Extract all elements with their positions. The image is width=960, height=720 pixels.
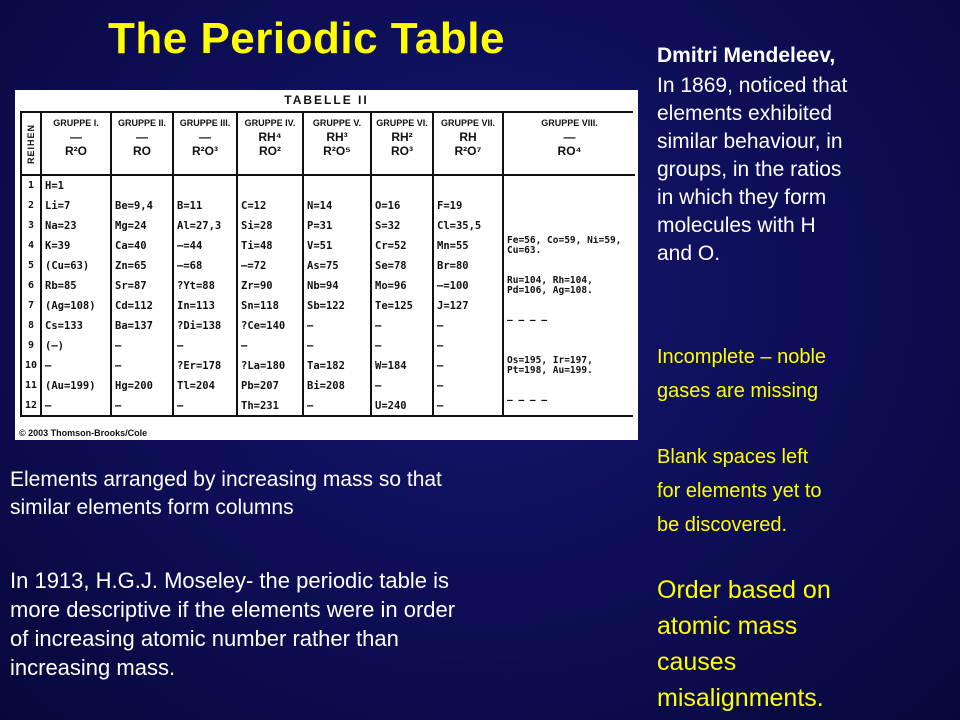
mendeleev-table-grid [20,111,633,417]
element-cell: (Ag=108) [40,296,110,316]
element-cell: O=16 [370,196,432,216]
blank-spaces-note: Blank spaces left for elements yet to be discovered. [657,446,822,536]
element-cell [502,196,635,216]
group-hydride: — [136,130,148,144]
group-hydride: RH⁴ [258,130,282,144]
element-cell: — [40,396,110,416]
element-cell: — — — — [502,396,635,416]
element-cell: Ru=104, Rh=104, Pd=106, Ag=108. [502,276,635,296]
element-cell: Li=7 [40,196,110,216]
reihen-header: REIHEN [22,113,40,176]
row-number: 2 [27,200,35,211]
element-cell: — [302,336,370,356]
element-cell [502,296,635,316]
element-cell: — [432,316,502,336]
group-header [110,113,172,176]
element-cell: Mn=55 [432,236,502,256]
element-cell: Sn=118 [236,296,302,316]
mendeleev-name: Dmitri Mendeleev, [657,44,836,67]
element-cell [502,256,635,276]
element-cell: Al=27,3 [172,216,236,236]
group-hydride: RH [459,130,477,144]
mendeleev-table-image [15,90,638,440]
element-cell: Be=9,4 [110,196,172,216]
element-cell: — [302,316,370,336]
element-cell: Cd=112 [110,296,172,316]
group-name: GRUPPE V. [312,118,362,128]
row-number: 3 [27,220,35,231]
element-cell [432,176,502,196]
element-cell: B=11 [172,196,236,216]
group-name: GRUPPE VIII. [541,118,598,128]
element-cell: Th=231 [236,396,302,416]
element-cell: — [236,336,302,356]
element-cell: Cr=52 [370,236,432,256]
element-cell: K=39 [40,236,110,256]
element-cell: — [432,336,502,356]
row-number: 7 [27,300,35,311]
element-cell: — [370,376,432,396]
group-oxide-formula: R²O⁷ [454,144,482,158]
group-header [370,113,432,176]
element-cell: As=75 [302,256,370,276]
group-oxide-formula: RO⁴ [557,144,582,158]
group-header [40,113,110,176]
element-cell: — [110,356,172,376]
arranged-by-mass-text: Elements arranged by increasing mass so that similar elements form columns [10,468,442,519]
group-header [502,113,635,176]
row-number: 10 [24,360,38,371]
group-oxide-formula: RO³ [391,144,413,158]
element-cell [502,176,635,196]
group-hydride: RH³ [326,130,348,144]
group-header [432,113,502,176]
group-name: GRUPPE IV. [244,118,296,128]
element-cell: Nb=94 [302,276,370,296]
group-hydride: — [563,130,576,144]
row-number: 12 [24,400,38,411]
misalignment-note: Order based on atomic mass causes misalignments. [657,576,831,712]
element-cell: — [432,376,502,396]
moseley-text: In 1913, H.G.J. Moseley- the periodic table is more descriptive if the elements were in order of increasing atomic number rather than increasing mass. [10,568,456,680]
element-cell: Ca=40 [110,236,172,256]
element-cell: W=184 [370,356,432,376]
group-header [172,113,236,176]
element-cell: ?Er=178 [172,356,236,376]
element-cell: —=44 [172,236,236,256]
element-cell: ?Yt=88 [172,276,236,296]
incomplete-note: Incomplete – noble gases are missing [657,346,827,402]
element-cell: N=14 [302,196,370,216]
element-cell: Pb=207 [236,376,302,396]
element-cell: Bi=208 [302,376,370,396]
row-number: 6 [27,280,35,291]
element-cell: Cl=35,5 [432,216,502,236]
element-cell: — [110,336,172,356]
element-cell: C=12 [236,196,302,216]
element-cell [110,176,172,196]
row-number: 5 [27,260,35,271]
element-cell: Cs=133 [40,316,110,336]
copyright-note: © 2003 Thomson-Brooks/Cole [19,428,148,438]
element-cell: P=31 [302,216,370,236]
element-cell: Se=78 [370,256,432,276]
element-cell: U=240 [370,396,432,416]
group-hydride: — [70,130,82,144]
element-cell: J=127 [432,296,502,316]
group-header [302,113,370,176]
row-number: 9 [27,340,35,351]
element-cell: ?Di=138 [172,316,236,336]
element-cell: —=100 [432,276,502,296]
element-cell: Mg=24 [110,216,172,236]
element-cell: Zr=90 [236,276,302,296]
element-cell: Hg=200 [110,376,172,396]
element-cell: —=72 [236,256,302,276]
element-cell: — [432,356,502,376]
element-cell: Sb=122 [302,296,370,316]
element-cell: Tl=204 [172,376,236,396]
element-cell: — — — — [502,316,635,336]
group-oxide-formula: R²O [65,144,87,158]
slide-title: The Periodic Table [108,14,505,63]
element-cell: Ta=182 [302,356,370,376]
row-number: 4 [27,240,35,251]
row-number: 11 [24,380,38,391]
element-cell: — [370,336,432,356]
group-oxide-formula: RO² [259,144,281,158]
group-header [236,113,302,176]
element-cell: — [302,396,370,416]
element-cell: Os=195, Ir=197, Pt=198, Au=199. [502,356,635,376]
group-name: GRUPPE VI. [376,118,428,128]
element-cell: In=113 [172,296,236,316]
element-cell: ?La=180 [236,356,302,376]
element-cell: Fe=56, Co=59, Ni=59, Cu=63. [502,236,635,256]
element-cell: Rb=85 [40,276,110,296]
group-name: GRUPPE VII. [440,118,495,128]
element-cell: — [370,316,432,336]
element-cell: (—) [40,336,110,356]
group-hydride: RH² [391,130,413,144]
element-cell: — [110,396,172,416]
element-cell [502,376,635,396]
element-cell: Mo=96 [370,276,432,296]
element-cell: Ba=137 [110,316,172,336]
element-cell: ?Ce=140 [236,316,302,336]
element-cell: H=1 [40,176,110,196]
element-cell [302,176,370,196]
element-cell [236,176,302,196]
element-cell: Si=28 [236,216,302,236]
element-cell: Na=23 [40,216,110,236]
row-number: 1 [27,180,35,191]
element-cell: — [432,396,502,416]
element-cell: Zn=65 [110,256,172,276]
table-heading: TABELLE II [284,93,369,107]
element-cell: Sr=87 [110,276,172,296]
element-cell [502,216,635,236]
element-cell: S=32 [370,216,432,236]
row-number: 8 [27,320,35,331]
element-cell: (Au=199) [40,376,110,396]
group-oxide-formula: RO [133,144,151,158]
element-cell: Ti=48 [236,236,302,256]
element-cell: F=19 [432,196,502,216]
group-oxide-formula: R²O³ [192,144,218,158]
group-name: GRUPPE II. [117,118,166,128]
element-cell: — [40,356,110,376]
element-cell: — [172,336,236,356]
element-cell [172,176,236,196]
element-cell [502,336,635,356]
group-name: GRUPPE III. [179,118,231,128]
mendeleev-description: In 1869, noticed that elements exhibited similar behaviour, in groups, in the ratios in which they form molecules with H and O. [657,74,848,265]
element-cell: (Cu=63) [40,256,110,276]
group-oxide-formula: R²O⁵ [323,144,351,158]
group-hydride: — [199,130,211,144]
element-cell: —=68 [172,256,236,276]
element-cell: Br=80 [432,256,502,276]
element-cell: Te=125 [370,296,432,316]
element-cell [370,176,432,196]
element-cell: — [172,396,236,416]
group-name: GRUPPE I. [53,118,99,128]
element-cell: V=51 [302,236,370,256]
